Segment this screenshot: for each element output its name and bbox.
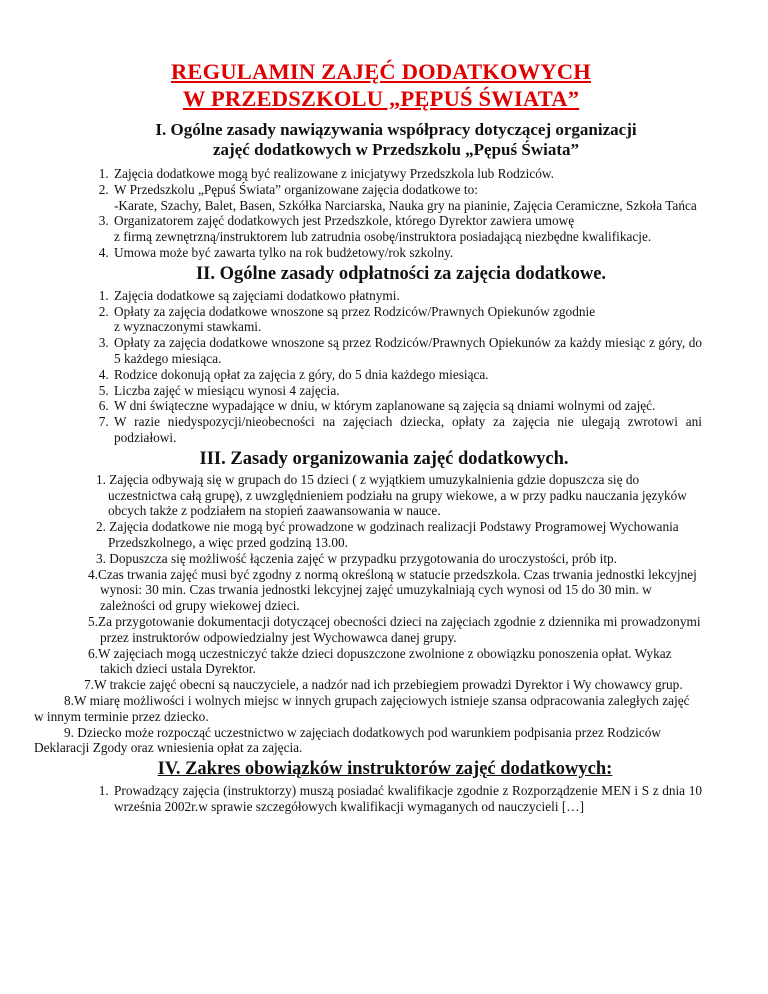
section-1-item-subtext: -Karate, Szachy, Balet, Basen, Szkółka Narciarska, Nauka gry na pianinie, Zajęcia Ceramiczne, Szkoła Tańca	[114, 197, 697, 213]
section-2-item	[112, 398, 702, 414]
section-3-item: 4.Czas trwania zajęć musi być zgodny z normą określoną w statucie przedszkola. Czas trwania jednostki lekcyjnej wynosi: 30 min. Czas trwania jednostki lekcyjnej zajęć umuzykalniają cych wynosi od 15 do 30 min. w zależności od grupy wiekowej dzieci.	[88, 566, 697, 614]
section-1-heading-line-1: I. Ogólne zasady nawiązywania współpracy dotyczącej organizacji	[155, 120, 637, 139]
section-3-item: 2. Zajęcia dodatkowe nie mogą być prowadzone w godzinach realizacji Podstawy Programowej Wychowania Przedszkolnego, a więc przed godziną 13.00.	[96, 519, 679, 550]
section-4-list	[60, 783, 702, 815]
section-2-list	[60, 288, 702, 446]
section-4-heading: IV. Zakres obowiązków instruktorów zajęć dodatkowych:	[157, 759, 613, 780]
document-title-line-2: W PRZEDSZKOLU „PĘPUŚ ŚWIATA”	[182, 86, 580, 111]
section-1-item-text: Umowa może być zawarta tylko na rok budżetowy/rok szkolny.	[114, 244, 454, 260]
section-3-heading: III. Zasady organizowania zajęć dodatkowych.	[199, 448, 569, 469]
section-2-item-text: Rodzice dokonują opłat za zajęcia z góry, do 5 dnia każdego miesiąca.	[114, 366, 489, 382]
section-2-item-subtext: z wyznaczonymi stawkami.	[114, 319, 262, 335]
section-2-item-text: Opłaty za zajęcia dodatkowe wnoszone są przez Rodziców/Prawnych Opiekunów zgodnie	[114, 303, 596, 319]
section-3-item: 5.Za przygotowanie dokumentacji dotyczącej obecności dzieci na zajęciach zgodnie z dziennika mi prowadzonymi przez instruktorów odpowiedzialny jest Wychowawca danej grupy.	[88, 613, 701, 645]
section-1-item	[112, 166, 702, 182]
section-4-item-text: Prowadzący zajęcia (instruktorzy) muszą posiadać kwalifikacje zgodnie z Rozporządzenie MEN i S z dnia 10 września 2002r.w sprawie szczegółowych kwalifikacji wymaganych od nauczycieli […]	[114, 783, 702, 814]
document-title	[60, 58, 702, 112]
section-2-item-text: W dni świąteczne wypadające w dniu, w którym zaplanowane są zajęcia są dniami wolnymi od zajęć.	[114, 398, 656, 414]
section-1-item-subtext: z firmą zewnętrzną/instruktorem lub zatrudnia osobę/instruktora posiadającą niezbędne kwalifikacje.	[114, 229, 652, 245]
section-1-item-text: Zajęcia dodatkowe mogą być realizowane z inicjatywy Przedszkola lub Rodziców.	[114, 166, 554, 181]
section-2-item	[112, 335, 702, 367]
section-3-item: 8.W miarę możliwości i wolnych miejsc w innych grupach zajęciowych istnieje szansa odpracowania zaległych zajęć w innym terminie przez dziecko.	[34, 692, 690, 724]
section-2-item-text: Liczba zajęć w miesiącu wynosi 4 zajęcia.	[114, 382, 340, 398]
document-title-line-1: REGULAMIN ZAJĘĆ DODATKOWYCH	[170, 59, 591, 84]
section-2-item	[112, 383, 702, 399]
section-3-item: 3. Dopuszcza się możliwość łączenia zajęć w przypadku przygotowania do uroczystości, prób itp.	[96, 550, 617, 566]
section-1-item	[112, 213, 702, 245]
section-1-item	[112, 245, 702, 261]
section-1-heading-line-2: zajęć dodatkowych w Przedszkolu „Pępuś Świata”	[213, 140, 579, 159]
section-1-item	[112, 182, 702, 214]
section-1-heading	[90, 120, 702, 160]
section-3-item: 1. Zajęcia odbywają się w grupach do 15 dzieci ( z wyjątkiem umuzykalnienia gdzie dopuszcza się do uczestnictwa całą grupę), z uwzględnieniem podziału na grupy wiekowe, a w przy padku nauczania języków obcych także z podziałem na stopień zaawansowania w nauce.	[96, 471, 687, 519]
section-3-item: 9. Dziecko może rozpocząć uczestnictwo w zajęciach dodatkowych pod warunkiem podpisania przez Rodziców Deklaracji Zgody oraz wniesienia opłat za zajęcia.	[34, 724, 662, 756]
section-1-list	[60, 166, 702, 261]
section-4-item	[112, 783, 702, 815]
section-1-item-text: W Przedszkolu „Pępuś Świata” organizowane zajęcia dodatkowe to:	[114, 181, 478, 197]
section-3-list	[34, 471, 702, 756]
section-3-item: 6.W zajęciach mogą uczestniczyć także dzieci dopuszczone zwolnione z obowiązku ponoszenia opłat. Wykaz takich dzieci ustala Dyrektor.	[88, 645, 672, 677]
section-2-item-text: W razie niedyspozycji/nieobecności na zajęciach dziecka, opłaty za zajęcia nie ulegają zwrotowi ani podziałowi.	[114, 414, 702, 445]
section-2-item	[112, 367, 702, 383]
section-1-item-text: Organizatorem zajęć dodatkowych jest Przedszkole, którego Dyrektor zawiera umowę	[114, 213, 575, 229]
section-2-item-text: Opłaty za zajęcia dodatkowe wnoszone są przez Rodziców/Prawnych Opiekunów za każdy miesiąc z góry, do 5 każdego miesiąca.	[114, 335, 702, 366]
section-2-heading: II. Ogólne zasady odpłatności za zajęcia dodatkowe.	[195, 263, 607, 284]
section-2-item	[112, 304, 702, 336]
section-2-item-text: Zajęcia dodatkowe są zajęciami dodatkowo płatnymi.	[114, 287, 400, 303]
section-3-item: 7.W trakcie zajęć obecni są nauczyciele, a nadzór nad ich przebiegiem prowadzi Dyrektor i Wy chowawcy grup.	[84, 677, 683, 693]
section-2-item	[112, 414, 702, 446]
section-2-item	[112, 288, 702, 304]
